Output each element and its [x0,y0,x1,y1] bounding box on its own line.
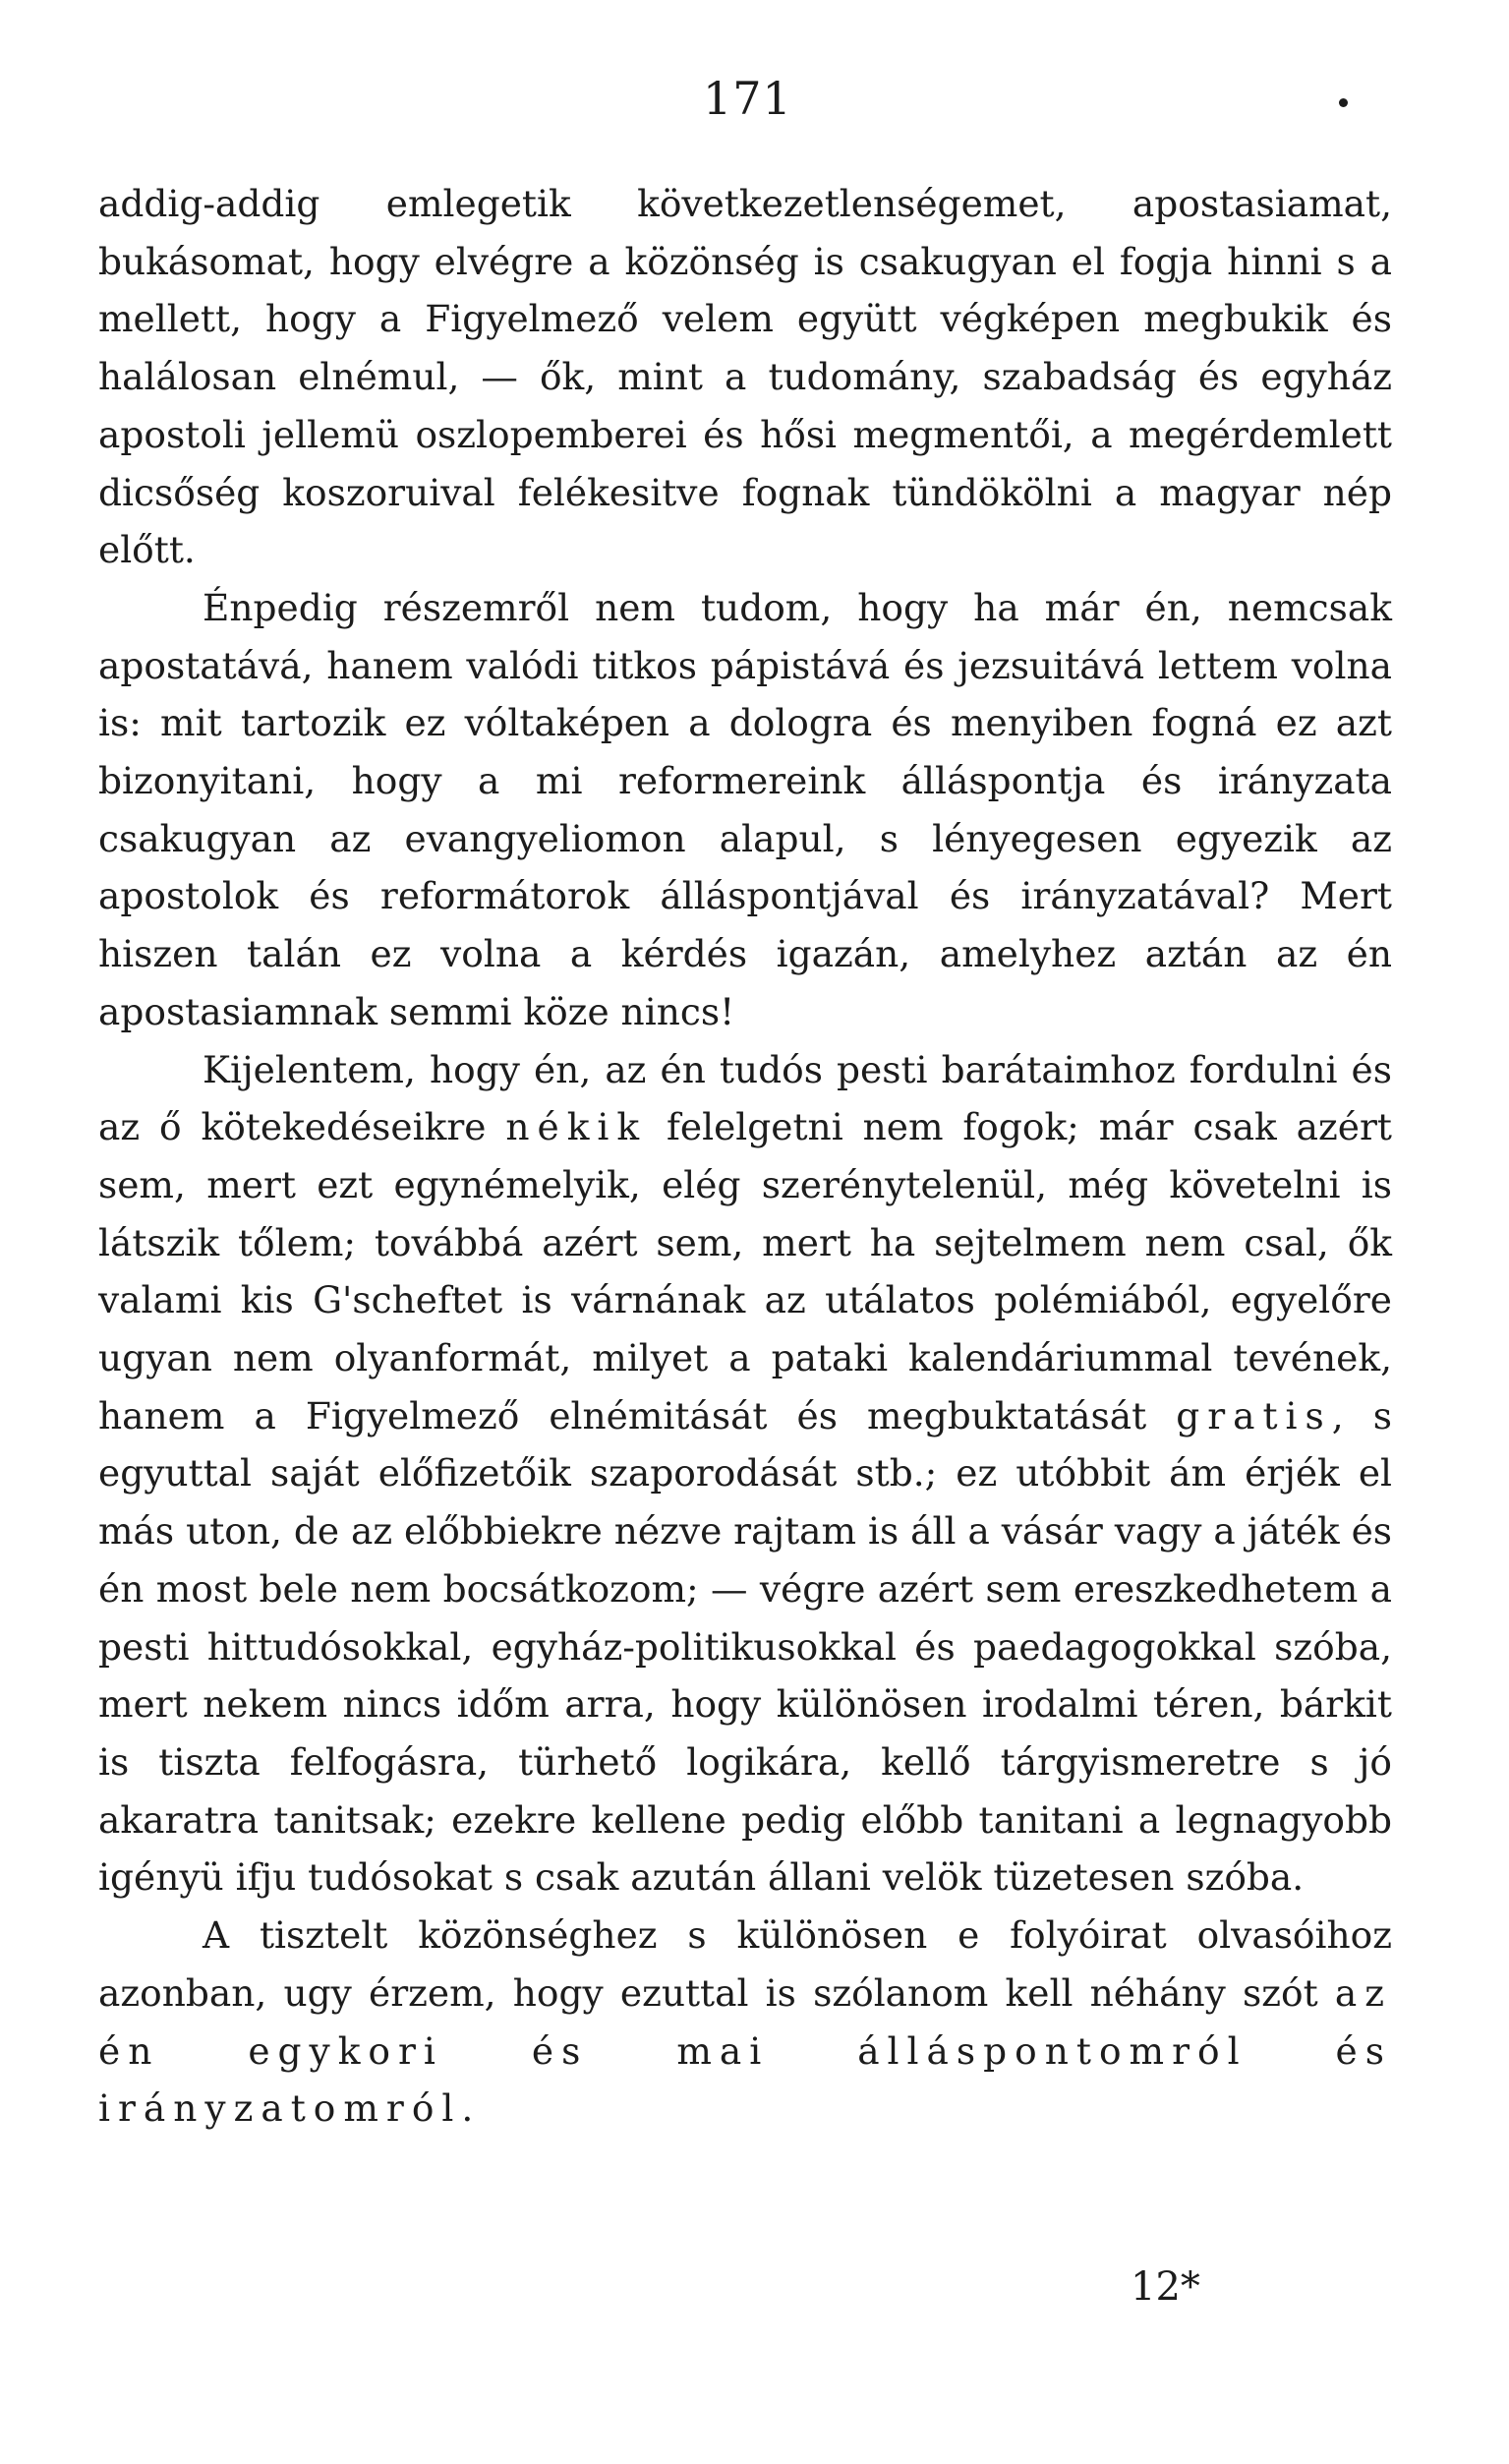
page-header [0,69,1509,157]
wavy-rule [629,134,841,140]
paragraph-3 [98,1041,1392,1907]
body-text [98,175,1392,2138]
paragraph-1: addig-addig emlegetik következetlenségemet, apostasiamat, bukásomat, hogy elvégre a közönség is csakugyan el fogja hinni s a mellett, hogy a Figyelmező velem együtt végképen megbukik és halálosan elnémul, — ők, mint a tudomány, szabadság és egyház apostoli jellemü oszlopemberei és hősi megmentői, a megérdemlett dicsőség koszoruival felékesitve fognak tündökölni a magyar nép előtt. [98,182,1392,572]
emphasis-nekik: nékik [505,1105,648,1149]
signature-mark: 12* [1131,2264,1200,2310]
paragraph-4-text: A tisztelt közönséghez s különösen e folyóirat olvasóihoz azonban, ugy érzem, hogy ezuttal is szólanom kell néhány szót [98,1913,1392,2015]
paragraph-3-text-b: felelgetni nem fogok; már csak azért sem, mert ezt egynémelyik, elég szerénytelenül, még követelni is látszik tőlem; továbbá azért sem, mert ha sejtelmem nem csal, ők valami kis G'scheftet is várnának az utálatos polémiából, egyelőre ugyan nem olyanformát, milyet a pataki kalendáriummal tevének, hanem a Figyelmező elnémitását és megbuktatását [98,1105,1392,1437]
paragraph-3-text-a: Kijelentem, hogy én, az én tudós pesti barátaimhoz fordulni és az ő kötekedéseikre [98,1047,1392,1149]
emphasis-allaspont: az én egykori és mai álláspontomról és irányzatomról. [98,1970,1392,2131]
emphasis-gratis: gratis [1176,1393,1332,1437]
paragraph-2: Énpedig részemről nem tudom, hogy ha már én, nemcsak apostatává, hanem valódi titkos pápistává és jezsuitává lettem volna is: mit tartozik ez vóltaképen a dologra és menyiben fogná ez azt bizonyitani, hogy a mi reformereink álláspontja és irányzata csakugyan az evangyeliomon alapul, s lényegesen egyezik az apostolok és reformátorok álláspontjával és irányzatával? Mert hiszen talán ez volna a kérdés igazán, amelyhez aztán az én apostasiamnak semmi köze nincs! [98,585,1392,1033]
paragraph-4 [98,1907,1392,2138]
ink-dot-icon [1339,98,1348,107]
paragraph-3-text-c: , s egyuttal saját előfizetőik szaporodását stb.; ez utóbbit ám érjék el más uton, de az előbbiekre nézve rajtam is áll a vásár vagy a játék és én most bele nem bocsátkozom; — végre azért sem ereszkedhetem a pesti hittudósokkal, egyház-politikusokkal és paedagogokkal szóba, mert nekem nincs időm arra, hogy különösen irodalmi téren, bárkit is tiszta felfogásra, türhető logikára, kellő tárgyismeretre s jó akaratra tanitsak; ezekre kellene pedig előbb tanitani a legnagyobb igényü ifju tudósokat s csak azután állani velök tüzetesen szóba. [98,1393,1392,1900]
page-number: 171 [703,72,792,125]
